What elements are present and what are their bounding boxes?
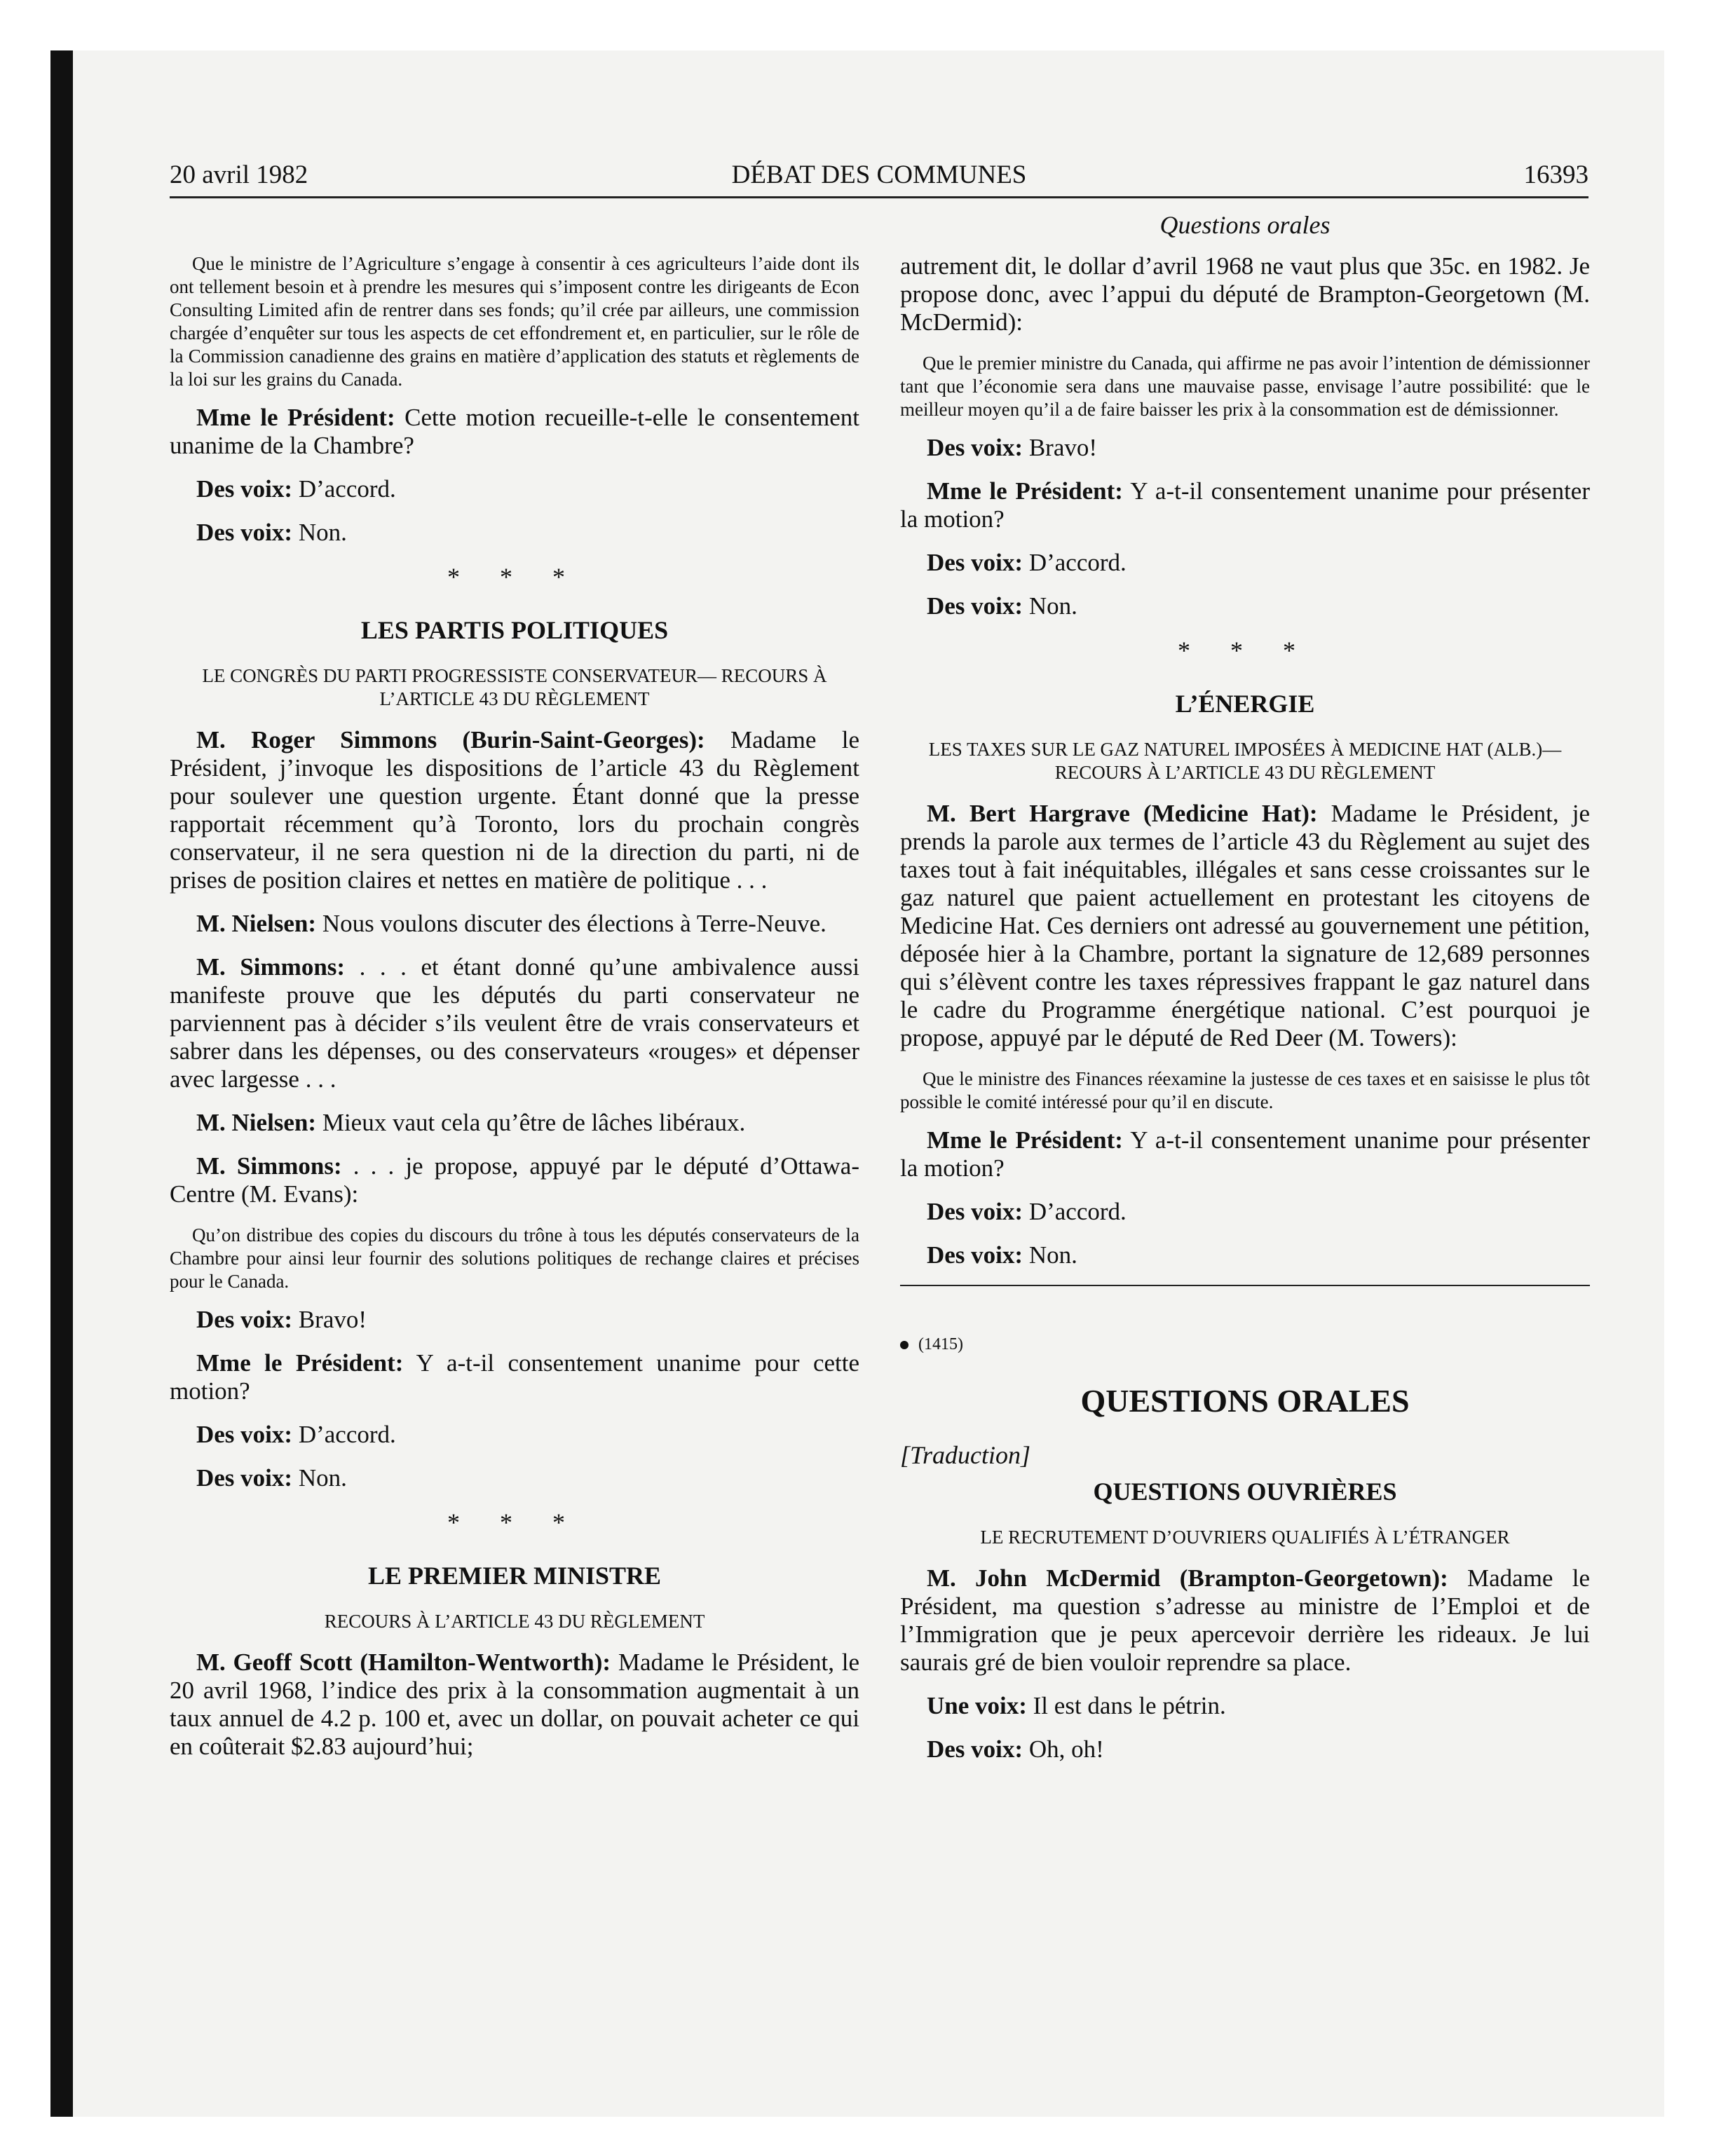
speech-text: Bravo! [298, 1306, 367, 1333]
speech-text: Madame le Président, le 20 avril 1968, l’indice des prix à la consommation augmentait à un taux annuel de 4.2 p. 100 et, avec un dollar, on pouvait acheter ce qui en coûterait $2.83 aujourd’hui; [170, 1649, 859, 1760]
speech-text: Il est dans le pétrin. [1033, 1692, 1226, 1719]
speech [170, 1109, 859, 1137]
speaker: M. Simmons: [196, 953, 346, 981]
speaker: Mme le Président: [196, 1349, 404, 1377]
header-date: 20 avril 1982 [170, 161, 308, 189]
speech-text: D’accord. [298, 475, 396, 503]
speech [900, 1692, 1590, 1720]
motion-text: Que le ministre des Finances réexamine la justesse de ces taxes et en saisisse le plus tôt possible le comité intéressé pour qu’il en discute. [900, 1068, 1590, 1112]
speaker: Mme le Président: [927, 1126, 1123, 1154]
speaker: Des voix: [196, 1464, 293, 1492]
speech-text: Non. [1028, 592, 1077, 620]
speech-text: Oh, oh! [1028, 1735, 1104, 1763]
right-column [900, 252, 1590, 1779]
speech [170, 726, 859, 894]
subsection-heading: LE RECRUTEMENT D’OUVRIERS QUALIFIÉS À L’ÉTRANGER [980, 1527, 1510, 1548]
section-heading: QUESTIONS OUVRIÈRES [1093, 1478, 1397, 1506]
subsection-heading: LE CONGRÈS DU PARTI PROGRESSISTE CONSERVATEUR— RECOURS À L’ARTICLE 43 DU RÈGLEMENT [202, 665, 827, 709]
speaker: Des voix: [196, 519, 293, 546]
speech-text: Non. [298, 519, 347, 546]
section-heading: L’ÉNERGIE [1175, 690, 1315, 718]
subsection-heading: RECOURS À L’ARTICLE 43 DU RÈGLEMENT [324, 1611, 705, 1632]
speech [170, 1649, 859, 1761]
major-heading: QUESTIONS ORALES [1080, 1383, 1410, 1419]
page-header [170, 160, 1588, 198]
speaker: Des voix: [927, 1198, 1023, 1225]
speech-text: Bravo! [1028, 434, 1098, 461]
page-binding-edge [50, 50, 73, 2117]
speech-text: Y a-t-il consentement unanime pour présenter la motion? [900, 1126, 1590, 1182]
speaker: Des voix: [196, 1306, 293, 1333]
speaker: Mme le Président: [927, 477, 1123, 505]
speech-text: Non. [298, 1464, 347, 1492]
speaker: M. Roger Simmons (Burin-Saint-Georges): [196, 726, 705, 753]
speech [170, 1464, 859, 1492]
speech [170, 475, 859, 503]
speech-text: D’accord. [1028, 1198, 1127, 1225]
speech-text: Mieux vaut cela qu’être de lâches libéraux. [322, 1109, 746, 1136]
subsection-heading: LES TAXES SUR LE GAZ NATUREL IMPOSÉES À MEDICINE HAT (ALB.)—RECOURS À L’ARTICLE 43 DU RÈGLEMENT [928, 739, 1562, 783]
speech [900, 800, 1590, 1052]
time-marker [900, 1335, 1590, 1354]
speech-text: Madame le Président, ma question s’adresse au ministre de l’Emploi et de l’Immigration que je peux apercevoir derrière les rideaux. Je lui saurais gré de bien vouloir reprendre sa place. [900, 1564, 1590, 1676]
motion-text: Que le ministre de l’Agriculture s’engage à consentir à ces agriculteurs l’aide dont ils ont tellement besoin et à prendre les mesures qui s’imposent contre les dirigeants de Econ Consulting Limited afin de rentrer dans ses fonds; qu’il crée par ailleurs, une commission chargée d’enquêter sur tous les aspects de cet effondrement et, en particulier, sur le rôle de la Commission canadienne des grains en matière d’application des statuts et règlements de la loi sur les grains du Canada. [170, 253, 859, 390]
speech-text: Nous voulons discuter des élections à Terre-Neuve. [322, 910, 826, 937]
section-separator: * * * [447, 1508, 582, 1536]
running-head: Questions orales [1159, 211, 1331, 239]
speech [900, 1198, 1590, 1226]
speech [170, 519, 859, 547]
speaker: M. Geoff Scott (Hamilton-Wentworth): [196, 1649, 611, 1676]
speaker: Mme le Président: [196, 404, 395, 431]
speech [170, 1306, 859, 1334]
left-column [170, 252, 859, 1776]
speech [900, 477, 1590, 533]
speaker: Des voix: [196, 1421, 293, 1448]
speech-text: D’accord. [298, 1421, 396, 1448]
speaker: Des voix: [927, 1241, 1023, 1269]
speaker: Des voix: [927, 1735, 1023, 1763]
bullet-icon [900, 1341, 909, 1349]
speech-text: . . . je propose, appuyé par le député d’Ottawa-Centre (M. Evans): [170, 1152, 859, 1208]
speech-text: Madame le Président, j’invoque les dispositions de l’article 43 du Règlement pour soulever une question urgente. Étant donné que la presse rapportait récemment qu’à Toronto, lors du prochain congrès conservateur, il ne sera question ni de la direction du parti, ni de prises de position claires et nettes en matière de politique . . . [170, 726, 860, 894]
speech [900, 1564, 1590, 1677]
speech-text: D’accord. [1028, 549, 1127, 576]
speaker: M. John McDermid (Brampton-Georgetown): [927, 1564, 1448, 1592]
speech [900, 1735, 1590, 1763]
speaker: M. Nielsen: [196, 1109, 317, 1136]
speech [170, 1349, 859, 1405]
speech [900, 592, 1590, 620]
header-page-number: 16393 [1523, 161, 1588, 189]
motion-text: Que le premier ministre du Canada, qui affirme ne pas avoir l’intention de démissionner tant que l’économie sera dans une mauvaise passe, envisage l’autre possibilité: que le meilleur moyen qu’il a de faire baisser les prix à la consommation est de démissionner. [900, 353, 1590, 420]
section-heading: LE PREMIER MINISTRE [367, 1562, 662, 1590]
speech [170, 953, 859, 1093]
speech [900, 549, 1590, 577]
speech-text: Non. [1028, 1241, 1077, 1269]
motion-text: Qu’on distribue des copies du discours du trône à tous les députés conservateurs de la Chambre pour ainsi leur fournir des solutions politiques de rechange claires et précises pour le Canada. [170, 1224, 859, 1292]
speech [170, 1421, 859, 1449]
speech [170, 404, 859, 460]
speech-text: Madame le Président, je prends la parole aux termes de l’article 43 du Règlement au sujet des taxes tout à fait inéquitables, illégales et sans cesse croissantes sur le gaz naturel que paient actuellement en protestant les citoyens de Medicine Hat. Ces derniers ont adressé au gouvernement une pétition, déposée hier à la Chambre, portant la signature de 12,689 personnes qui s’élèvent contre les taxes répressives frappant le gaz naturel dans le cadre du Programme énergétique national. C’est pourquoi je propose, appuyé par le député de Red Deer (M. Towers): [900, 800, 1590, 1051]
speech [900, 434, 1590, 462]
speech-continued: autrement dit, le dollar d’avril 1968 ne vaut plus que 35c. en 1982. Je propose donc, avec l’appui du député de Brampton-Georgetown (M. McDermid): [900, 252, 1590, 336]
header-title: DÉBAT DES COMMUNES [731, 161, 1027, 189]
speech-text: . . . et étant donné qu’une ambivalence aussi manifeste prouve que les députés du parti conservateur ne parviennent pas à décider s’ils veulent être de vrais conservateurs et sabrer dans les dépenses, ou des conservateurs «rouges» et dépenser avec largesse . . . [170, 953, 859, 1093]
divider-rule [900, 1285, 1590, 1286]
speech [170, 1152, 859, 1208]
speech-text: Cette motion recueille-t-elle le consentement unanime de la Chambre? [170, 404, 859, 459]
translation-note: [Traduction] [900, 1441, 1031, 1469]
speaker: M. Nielsen: [196, 910, 317, 937]
speaker: M. Bert Hargrave (Medicine Hat): [927, 800, 1318, 827]
speaker: Des voix: [927, 549, 1023, 576]
speaker: Une voix: [927, 1692, 1027, 1719]
speaker: Des voix: [927, 592, 1023, 620]
time-marker-text: (1415) [918, 1335, 963, 1353]
speech [900, 1126, 1590, 1182]
section-separator: * * * [1178, 636, 1312, 664]
speech [900, 1241, 1590, 1269]
speaker: Des voix: [196, 475, 293, 503]
section-heading: LES PARTIS POLITIQUES [360, 616, 669, 644]
speech-text: Y a-t-il consentement unanime pour cette motion? [170, 1349, 859, 1405]
speech [170, 910, 859, 938]
speech-text: Y a-t-il consentement unanime pour présenter la motion? [900, 477, 1590, 533]
section-separator: * * * [447, 563, 582, 591]
speaker: Des voix: [927, 434, 1023, 461]
speaker: M. Simmons: [196, 1152, 342, 1180]
